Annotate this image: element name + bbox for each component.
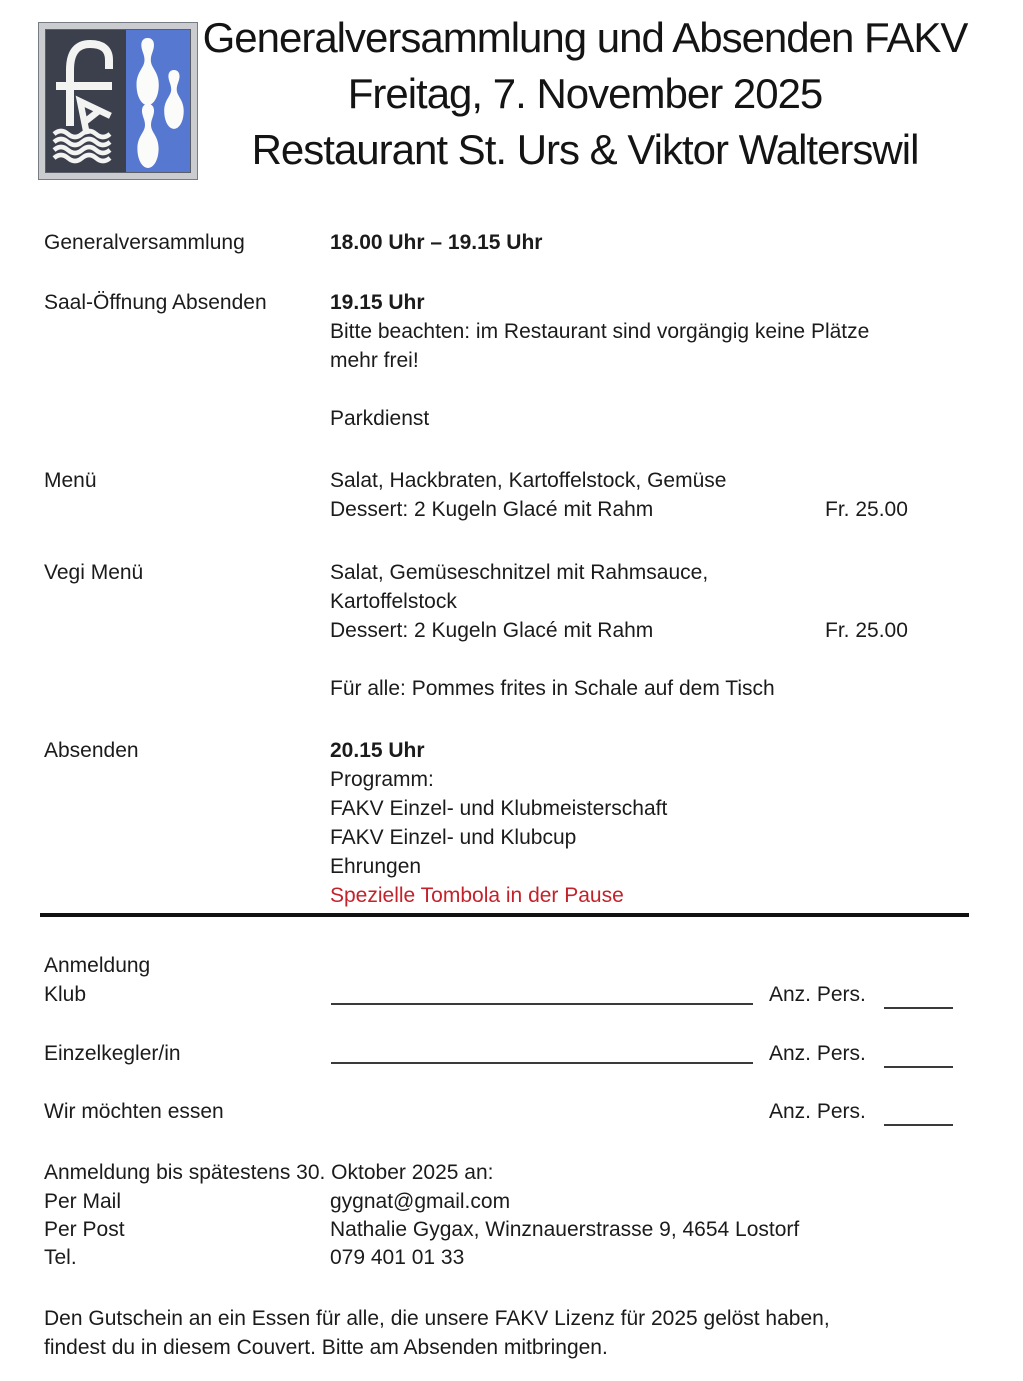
saal-oeffnung-label: Saal-Öffnung Absenden [44,291,267,314]
title-line-location: Restaurant St. Urs & Viktor Walterswil [251,126,919,173]
vegi-main-course-line1: Salat, Gemüseschnitzel mit Rahmsauce, [330,561,709,584]
row-generalversammlung [44,228,963,257]
menu-price: Fr. 25.00 [825,498,908,521]
vegi-menu-label: Vegi Menü [44,561,144,584]
anz-pers-label: Anz. Pers. [769,1100,866,1123]
einzelkegler-form-row [0,1039,1023,1069]
title-line-event: Generalversammlung und Absenden FAKV [202,14,968,61]
einzelkegler-anz-pers-blank-field [884,1041,953,1068]
klub-label: Klub [44,983,87,1006]
essen-anz-pers-blank-field [884,1099,953,1126]
row-vegi-menu [44,558,963,703]
absenden-time: 20.15 Uhr [330,739,425,762]
spacer [330,375,963,404]
essen-form-row [0,1097,1023,1127]
tel-number: 079 401 01 33 [330,1246,465,1269]
anmeldung-label: Anmeldung [44,954,151,977]
menu-main-course: Salat, Hackbraten, Kartoffelstock, Gemüse [330,469,727,492]
klub-name-blank-field [331,978,753,1005]
einzelkegler-label: Einzelkegler/in [44,1042,181,1065]
title-line-date: Freitag, 7. November 2025 [347,70,823,117]
row-absenden [44,736,963,910]
vegi-price: Fr. 25.00 [825,619,908,642]
mail-row [44,1187,963,1216]
post-row [44,1215,963,1244]
voucher-note-line1: Den Gutschein an ein Essen für alle, die unsere FAKV Lizenz für 2025 gelöst haben, [44,1307,830,1330]
parkdienst-note: Parkdienst [330,407,430,430]
saal-note-line2: mehr frei! [330,349,419,372]
klub-form-row [0,980,1023,1010]
voucher-note-line2: findest du in diesem Couvert. Bitte am Absenden mitbringen. [44,1336,608,1359]
tel-label: Tel. [44,1246,77,1269]
program-item: Ehrungen [330,855,422,878]
menu-dessert: Dessert: 2 Kugeln Glacé mit Rahm [330,498,654,521]
voucher-note [44,1304,964,1362]
generalversammlung-label: Generalversammlung [44,231,245,254]
row-menu [44,466,963,524]
program-item: FAKV Einzel- und Klubmeisterschaft [330,797,668,820]
program-item: FAKV Einzel- und Klubcup [330,826,577,849]
post-label: Per Post [44,1218,125,1241]
vegi-dessert: Dessert: 2 Kugeln Glacé mit Rahm [330,619,654,642]
deadline-text: Anmeldung bis spätestens 30. Oktober 2025 an: [44,1161,494,1184]
program-title: Programm: [330,768,434,791]
klub-anz-pers-blank-field [884,982,953,1009]
tombola-note: Spezielle Tombola in der Pause [330,884,624,907]
vegi-main-course-line2: Kartoffelstock [330,590,457,613]
anmeldung-heading-row [0,951,1023,981]
spacer [330,645,963,674]
generalversammlung-time: 18.00 Uhr – 19.15 Uhr [330,231,543,254]
saal-note-line1: Bitte beachten: im Restaurant sind vorgängig keine Plätze [330,320,870,343]
document-title [170,10,1000,178]
pommes-frites-note: Für alle: Pommes frites in Schale auf dem Tisch [330,677,775,700]
section-divider [40,913,969,917]
row-saal-oeffnung [44,288,963,433]
saal-oeffnung-time: 19.15 Uhr [330,291,425,314]
absenden-label: Absenden [44,739,139,762]
mail-address: gygnat@gmail.com [330,1190,511,1213]
essen-label: Wir möchten essen [44,1100,224,1123]
einzelkegler-name-blank-field [331,1037,753,1064]
tel-row [44,1243,963,1272]
anz-pers-label: Anz. Pers. [769,983,866,1006]
anz-pers-label: Anz. Pers. [769,1042,866,1065]
post-address: Nathalie Gygax, Winznauerstrasse 9, 4654 Lostorf [330,1218,800,1241]
mail-label: Per Mail [44,1190,122,1213]
deadline-row [44,1158,963,1187]
menu-label: Menü [44,469,97,492]
